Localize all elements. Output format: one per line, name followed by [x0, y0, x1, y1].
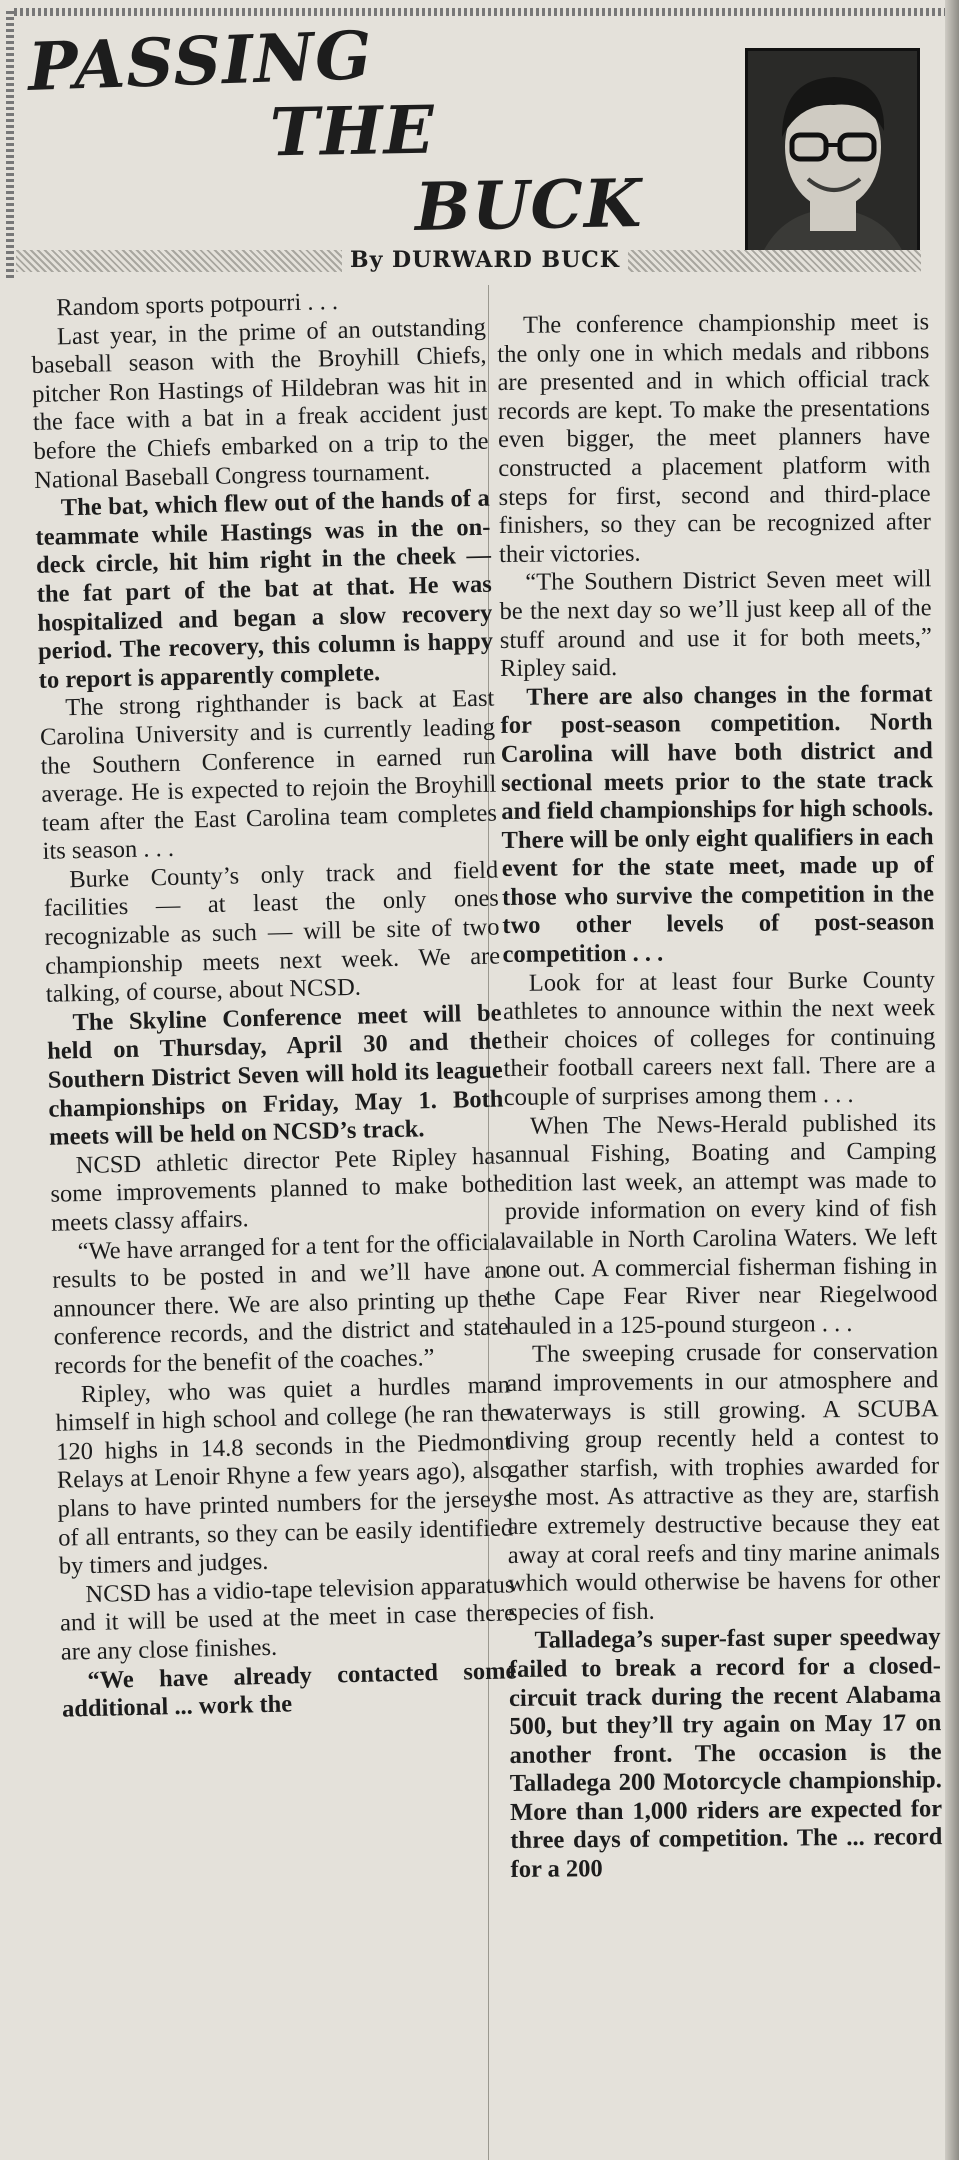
article-paragraph: NCSD athletic director Pete Ripley has some improvements planned to make both meets classy affairs. — [50, 1142, 506, 1237]
article-paragraph: Talladega’s super-fast super speedway failed to break a record for a closed-circuit track during the recent Alabama 500, but they’ll try again on May 17 on another front. The occasion is the Talladega 200 Motorcycle championship. More than 1,000 riders are expected for three days of competition. The ... record for a 200 — [508, 1623, 943, 1884]
article-paragraph: Ripley, who was quiet a hurdles man himself in high school and college (he ran the 120 highs in 14.8 seconds in the Piedmont Relays at Lenoir Rhyne a few years ago), also plans to have printed numbers for the jerseys of all entrants, so they can be easily identified by timers and judges. — [55, 1370, 514, 1580]
article-paragraph: Random sports potpourri . . . — [55, 288, 339, 322]
left-column — [30, 285, 517, 1725]
article-paragraph: The Skyline Conference meet will be held on Thursday, April 30 and the Southern District Seven will hold its league championships on Friday, May 1. Both meets will be held on NCSD’s track. — [46, 999, 504, 1151]
columnist-portrait-icon — [748, 51, 917, 263]
article-paragraph: “The Southern District Seven meet will be the next day so we’ll just keep all of the stuff around and use it for both meets,” Ripley said. — [499, 565, 932, 683]
headline-word-1: PASSING — [26, 16, 374, 106]
headline-word-2: THE — [269, 90, 436, 172]
article-paragraph: The conference championship meet is the only one in which medals and ribbons are presented and in which official track records are kept. To make the presentations even bigger, the meet planners have constructed a placement platform with steps for first, second and third-place finishers, so they can be recognized after their victories. — [497, 308, 931, 568]
article-paragraph: The strong righthander is back at East Carolina University and is currently leading the Southern Conference in earned run average. He is expected to rejoin the Broyhill team after the East Carolina team completes its season . . . — [39, 684, 498, 866]
left-border-rule — [6, 8, 14, 278]
byline: By DURWARD BUCK — [342, 247, 628, 273]
headline-word-3: BUCK — [414, 164, 643, 246]
article-paragraph: “We have already contacted some additional ... work the — [61, 1656, 517, 1723]
article-paragraph: “We have arranged for a tent for the official results to be posted in and we’ll have an announcer there. We are also printing up the conference records, and the district and state records for the benefit of the coaches.” — [52, 1228, 509, 1380]
top-border-rule — [14, 8, 954, 16]
article-paragraph: The sweeping crusade for conservation and improvements in our atmosphere and waterways is still growing. A SCUBA diving group recently held a contest to gather starfish, with trophies awarded for the most. As attractive as they are, starfish are extremely destructive because they eat away at coral reefs and tiny marine animals which would otherwise be havens for other species of fish. — [506, 1337, 941, 1626]
article-paragraph: The bat, which flew out of the hands of a teammate while Hastings was in the on-deck circle, hit him right in the cheek — the fat part of the bat at that. He was hospitalized and began a slow recovery period. The recovery, this column is happy to report is apparently complete. — [35, 484, 494, 694]
page-edge-shadow — [945, 0, 959, 2160]
article-paragraph: Look for at least four Burke County athletes to announce within the next week their choices of colleges for continuing their football careers next fall. There are a couple of surprises among them . . . — [502, 965, 936, 1112]
columnist-photo — [745, 48, 920, 266]
article-paragraph: NCSD has a vidio-tape television apparatus and it will be used at the meet in case there are any close finishes. — [59, 1571, 516, 1666]
article-paragraph: Last year, in the prime of an outstanding baseball season with the Broyhill Chiefs, pitcher Ron Hastings of Hildebran was hit in the face with a bat in a freak accident just before the Chiefs embarked on a trip to the National Baseball Congress tournament. — [31, 313, 489, 494]
article-paragraph: When The News-Herald published its annual Fishing, Boating and Camping edition last week, an attempt was made to provide information on every kind of fish available in North Carolina Waters. We left one out. A commercial fisherman fishing in the Cape Fear River near Riegelwood hauled in a 125-pound sturgeon . . . — [504, 1108, 938, 1340]
article-paragraph: Burke County’s only track and field facilities — at least the only ones recognizable as such — will be site of two championship meets next week. We are talking, of course, about NCSD. — [43, 856, 501, 1009]
article-paragraph: There are also changes in the format for post-season competition. North Carolina will have both district and sectional meets prior to the state track and field championships for high schools. There will be only eight qualifiers in each event for the state meet, made up of those who survive the competition in the two other levels of post-season competition . . . — [500, 679, 935, 969]
right-column — [497, 308, 943, 1884]
